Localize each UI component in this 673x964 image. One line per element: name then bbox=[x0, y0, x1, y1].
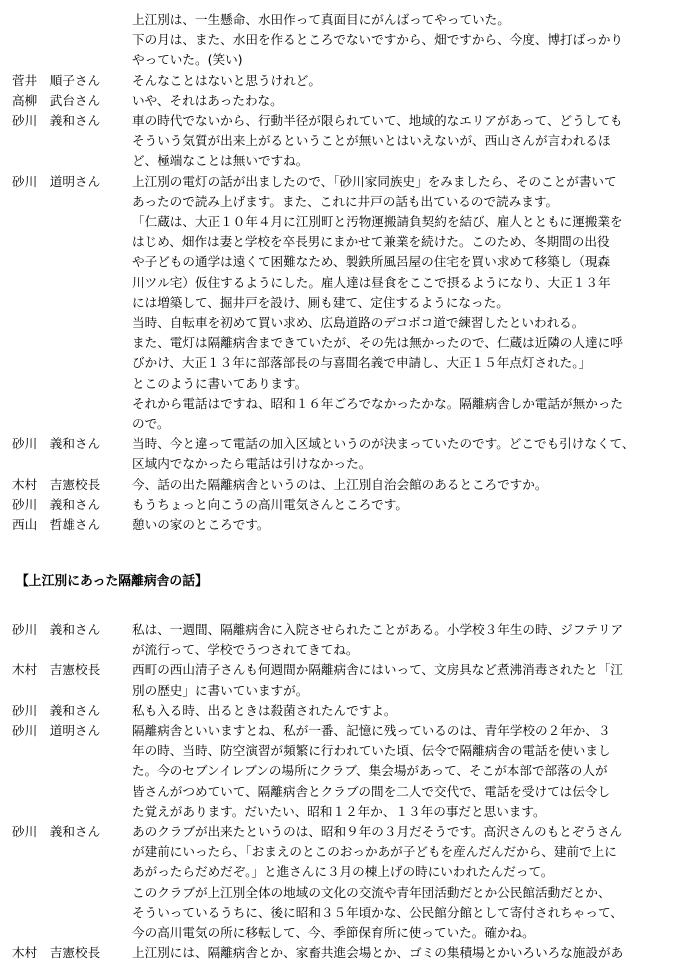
utterance-text: あがったらだめだぞ。」と進さんに３月の棟上げの時にいわれたんだって。 bbox=[132, 864, 554, 880]
speaker-name: 砂川 義和さん bbox=[12, 436, 101, 452]
utterance-text: 隔離病舎といいますとね、私が一番、記憶に残っているのは、青年学校の２年か、３ bbox=[132, 723, 611, 738]
utterance-text: このクラブが上江別全体の地域の文化の交流や青年団活動だとか公民館活動だとか、 bbox=[132, 884, 611, 900]
utterance-text: そんなことはないと思うけれど。 bbox=[132, 72, 321, 88]
utterance-text: 西町の西山清子さんも何週間か隔離病舎にはいって、文房具など煮沸消毒されたと「江 bbox=[132, 662, 623, 678]
speaker-name: 砂川 道明さん bbox=[12, 173, 101, 189]
utterance-text: また、電灯は隔離病舎まできていたが、その先は無かったので、仁蔵は近隣の人達に呼 bbox=[132, 335, 623, 351]
speaker-name: 砂川 義和さん bbox=[12, 496, 101, 512]
utterance-text: やっていた。(笑い) bbox=[132, 52, 243, 68]
utterance-text: が流行って、学校でうつされてきてね。 bbox=[132, 642, 359, 658]
utterance-text: 区域内でなかったら電話は引けなかった。 bbox=[132, 456, 372, 472]
utterance-text: た覚えがあります。だいたい、昭和１２年か、１３年の事だと思います。 bbox=[132, 803, 546, 819]
utterance-text: 車の時代でないから、行動半径が限られていて、地域的なエリアがあって、どうしても bbox=[132, 113, 623, 128]
utterance-text: はじめ、畑作は妻と学校を卒長男にまかせて兼業を続けた。このため、冬期間の出役 bbox=[132, 234, 610, 250]
utterance-text: 年の時、当時、防空演習が頻繁に行われていた頃、伝令で隔離病舎の電話を使いまし bbox=[132, 743, 611, 759]
utterance-text: ので。 bbox=[132, 416, 170, 431]
utterance-text: 当時、自転車を初めて買い求め、広島道路のデコボコ道で練習したといわれる。 bbox=[132, 315, 585, 330]
utterance-text: あったので読み上げます。また、これに井戸の話も出ているので読みます。 bbox=[132, 193, 559, 209]
speaker-name: 砂川 義和さん bbox=[12, 702, 101, 718]
utterance-text: 上江別は、一生懸命、水田作って真面目にがんばってやっていた。 bbox=[132, 12, 510, 27]
speaker-name: 木村 吉憲校長 bbox=[12, 476, 101, 492]
utterance-text: 川ツル宅）仮住するようにした。雇人達は昼食をここで摂るようになり、大正１３年 bbox=[132, 274, 611, 290]
utterance-text: には増築して、掘井戸を設け、厠も建て、定住するようになった。 bbox=[132, 294, 509, 310]
utterance-text: 今、話の出た隔離病舎というのは、上江別自治会館のあるところですか。 bbox=[132, 476, 548, 492]
utterance-text: あのクラブが出来たというのは、昭和９年の３月だそうです。高沢さんのもとぞうさん bbox=[132, 824, 623, 839]
utterance-text: 皆さんがつめていて、隔離病舎とクラブの間を二人で交代で、電話を受けては伝令し bbox=[132, 783, 611, 799]
utterance-text: もうちょっと向こうの高川電気さんところです。 bbox=[132, 496, 408, 512]
utterance-text: いや、それはあったわな。 bbox=[132, 92, 283, 108]
utterance-text: それから電話はですね、昭和１６年ごろでなかったかな。隔離病舎しか電話が無かった bbox=[132, 395, 624, 411]
utterance-text: 憩いの家のところです。 bbox=[132, 517, 270, 532]
speaker-name: 高柳 武台さん bbox=[12, 92, 101, 108]
utterance-text: 私は、一週間、隔離病舎に入院させられたことがある。小学校３年生の時、ジフテリア bbox=[132, 622, 624, 637]
section-heading: 【上江別にあった隔離病舎の話】 bbox=[16, 574, 208, 589]
utterance-text: 別の歴史」に書いていますが。 bbox=[132, 682, 309, 698]
utterance-text: そういう気質が出来上がるということが無いとはいえないが、西山さんが言われるほ bbox=[132, 133, 611, 149]
utterance-text: びかけ、大正１３年に部落部長の与喜間名義で申請し、大正１５年点灯された。」 bbox=[132, 355, 592, 371]
utterance-text: 今の高川電気の所に移転して、今、季節保育所に使っていた。確かね。 bbox=[132, 925, 535, 940]
speaker-name: 菅井 順子さん bbox=[12, 72, 101, 88]
utterance-text: 「仁蔵は、大正１０年４月に江別町と汚物運搬請負契約を結び、雇人とともに運搬業を bbox=[132, 214, 623, 229]
utterance-text: 上江別には、隔離病舎とか、家畜共進会場とか、ゴミの集積場とかいろいろな施設があ bbox=[132, 945, 624, 961]
speaker-name: 木村 吉憲校長 bbox=[12, 662, 101, 678]
utterance-text: た。今のセブンイレブンの場所にクラブ、集会場があって、そこが本部で部落の人が bbox=[132, 763, 608, 779]
utterance-text: 上江別の電灯の話が出ましたので、「砂川家同族史」をみましたら、そのことが書いて bbox=[132, 173, 617, 189]
utterance-text: が建前にいったら、「おまえのとこのおっかあが子どもを産んだんだから、建前で上に bbox=[132, 844, 617, 860]
speaker-name: 木村 吉憲校長 bbox=[12, 945, 101, 961]
utterance-text: や子どもの通学は遠くて困難なため、製鉄所風呂屋の住宅を買い求めて移築し（現森 bbox=[132, 254, 611, 270]
utterance-text: とこのように書いてあります。 bbox=[132, 375, 308, 391]
utterance-text: 下の月は、また、水田を作るところでないですから、畑ですから、今度、博打ばっかり bbox=[132, 32, 624, 48]
utterance-text: ど、極端なことは無いですね。 bbox=[132, 153, 309, 169]
utterance-text: 当時、今と違って電話の加入区域というのが決まっていたのです。どこでも引けなくて、 bbox=[132, 436, 635, 452]
speaker-name: 西山 哲雄さん bbox=[12, 517, 101, 532]
speaker-name: 砂川 道明さん bbox=[12, 723, 101, 738]
speaker-name: 砂川 義和さん bbox=[12, 622, 101, 637]
utterance-text: 私も入る時、出るときは殺菌されたんですよ。 bbox=[132, 702, 397, 718]
utterance-text: そういっているうちに、後に昭和３５年頃かな、公民館分館として寄付されちゃって、 bbox=[132, 904, 623, 920]
speaker-name: 砂川 義和さん bbox=[12, 113, 101, 128]
speaker-name: 砂川 義和さん bbox=[12, 824, 101, 839]
